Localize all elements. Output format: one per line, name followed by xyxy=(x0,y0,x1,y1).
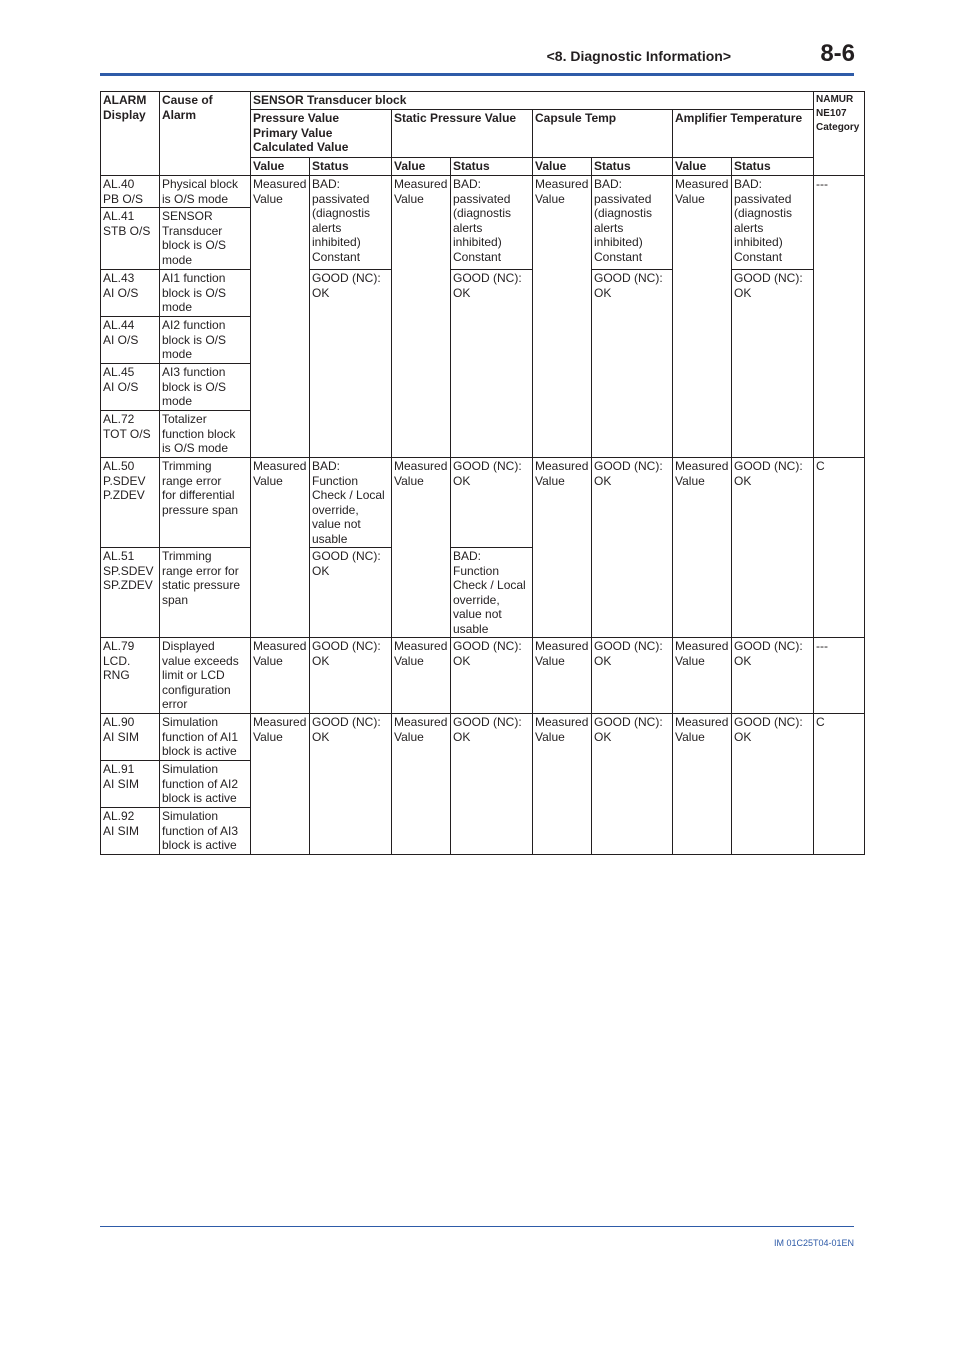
value-header: Value xyxy=(392,158,451,176)
value-cell: Measured Value xyxy=(673,638,732,714)
value-cell: Measured Value xyxy=(251,638,310,714)
group-capsule-temp-header: Capsule Temp xyxy=(533,110,673,158)
alarm-status-table xyxy=(100,91,865,855)
value-header: Value xyxy=(673,158,732,176)
alarm-code-cell: AL.43 AI O/S xyxy=(101,270,160,317)
alarm-code-cell: AL.44 AI O/S xyxy=(101,317,160,364)
status-cell: GOOD (NC): OK xyxy=(310,638,392,714)
namur-category-cell: --- xyxy=(814,176,865,458)
status-cell: GOOD (NC): OK xyxy=(732,638,814,714)
namur-category-header: NAMUR NE107 Category xyxy=(814,92,865,176)
group-amplifier-temp-header: Amplifier Temperature xyxy=(673,110,814,158)
alarm-cause-cell: Trimming range error for differential pressure span xyxy=(160,458,251,548)
alarm-cause-cell: AI1 function block is O/S mode xyxy=(160,270,251,317)
alarm-code-cell: AL.92 AI SIM xyxy=(101,808,160,855)
status-cell: GOOD (NC): OK xyxy=(451,270,533,458)
alarm-code-cell: AL.41 STB O/S xyxy=(101,208,160,270)
status-cell: GOOD (NC): OK xyxy=(451,638,533,714)
status-cell: GOOD (NC): OK xyxy=(592,458,673,638)
section-title: <8. Diagnostic Information> xyxy=(546,48,731,64)
status-cell: GOOD (NC): OK xyxy=(310,714,392,855)
alarm-cause-cell: Displayed value exceeds limit or LCD configuration error xyxy=(160,638,251,714)
status-cell: BAD: Function Check / Local override, value not usable xyxy=(451,548,533,638)
header-rule xyxy=(100,73,854,76)
value-cell: Measured Value xyxy=(251,176,310,458)
namur-category-cell: C xyxy=(814,714,865,855)
page-number: 8-6 xyxy=(820,40,855,67)
status-header: Status xyxy=(592,158,673,176)
status-cell: GOOD (NC): OK xyxy=(310,548,392,638)
status-header: Status xyxy=(451,158,533,176)
value-cell: Measured Value xyxy=(673,458,732,638)
status-cell: BAD: Function Check / Local override, value not usable xyxy=(310,458,392,548)
value-cell: Measured Value xyxy=(673,714,732,855)
group-pressure-value-header: Pressure Value Primary Value Calculated Value xyxy=(251,110,392,158)
alarm-cause-cell: AI2 function block is O/S mode xyxy=(160,317,251,364)
alarm-cause-cell: SENSOR Transducer block is O/S mode xyxy=(160,208,251,270)
status-cell: BAD: passivated (diagnostis alerts inhibited) Constant xyxy=(732,176,814,270)
sensor-transducer-block-header: SENSOR Transducer block xyxy=(251,92,814,110)
value-cell: Measured Value xyxy=(673,176,732,458)
status-cell: GOOD (NC): OK xyxy=(592,714,673,855)
cause-of-alarm-header: Cause of Alarm xyxy=(160,92,251,176)
status-header: Status xyxy=(310,158,392,176)
status-cell: GOOD (NC): OK xyxy=(592,638,673,714)
status-header: Status xyxy=(732,158,814,176)
value-cell: Measured Value xyxy=(533,638,592,714)
group-static-pressure-header: Static Pressure Value xyxy=(392,110,533,158)
alarm-code-cell: AL.50 P.SDEV P.ZDEV xyxy=(101,458,160,548)
alarm-code-cell: AL.45 AI O/S xyxy=(101,364,160,411)
status-cell: BAD: passivated (diagnostis alerts inhibited) Constant xyxy=(592,176,673,270)
document-id: IM 01C25T04-01EN xyxy=(773,1238,854,1248)
alarm-cause-cell: Totalizer function block is O/S mode xyxy=(160,411,251,458)
alarm-cause-cell: Simulation function of AI3 block is active xyxy=(160,808,251,855)
alarm-code-cell: AL.91 AI SIM xyxy=(101,761,160,808)
status-cell: BAD: passivated (diagnostis alerts inhibited) Constant xyxy=(451,176,533,270)
status-cell: GOOD (NC): OK xyxy=(732,270,814,458)
alarm-cause-cell: Simulation function of AI2 block is active xyxy=(160,761,251,808)
alarm-code-cell: AL.51 SP.SDEV SP.ZDEV xyxy=(101,548,160,638)
namur-category-cell: --- xyxy=(814,638,865,714)
value-cell: Measured Value xyxy=(533,176,592,458)
value-cell: Measured Value xyxy=(533,714,592,855)
status-cell: GOOD (NC): OK xyxy=(310,270,392,458)
value-cell: Measured Value xyxy=(392,714,451,855)
alarm-cause-cell: Physical block is O/S mode xyxy=(160,176,251,208)
value-cell: Measured Value xyxy=(392,638,451,714)
alarm-code-cell: AL.79 LCD. RNG xyxy=(101,638,160,714)
status-cell: BAD: passivated (diagnostis alerts inhibited) Constant xyxy=(310,176,392,270)
status-cell: GOOD (NC): OK xyxy=(732,458,814,638)
value-cell: Measured Value xyxy=(533,458,592,638)
value-cell: Measured Value xyxy=(251,458,310,638)
value-header: Value xyxy=(533,158,592,176)
value-cell: Measured Value xyxy=(251,714,310,855)
alarm-cause-cell: Trimming range error for static pressure span xyxy=(160,548,251,638)
status-cell: GOOD (NC): OK xyxy=(732,714,814,855)
alarm-code-cell: AL.72 TOT O/S xyxy=(101,411,160,458)
namur-category-cell: C xyxy=(814,458,865,638)
alarm-cause-cell: Simulation function of AI1 block is active xyxy=(160,714,251,761)
alarm-code-cell: AL.40 PB O/S xyxy=(101,176,160,208)
status-cell: GOOD (NC): OK xyxy=(451,458,533,548)
status-cell: GOOD (NC): OK xyxy=(592,270,673,458)
footer-rule xyxy=(100,1226,854,1227)
alarm-cause-cell: AI3 function block is O/S mode xyxy=(160,364,251,411)
status-cell: GOOD (NC): OK xyxy=(451,714,533,855)
alarm-display-header: ALARM Display xyxy=(101,92,160,176)
value-cell: Measured Value xyxy=(392,458,451,638)
value-header: Value xyxy=(251,158,310,176)
value-cell: Measured Value xyxy=(392,176,451,458)
alarm-code-cell: AL.90 AI SIM xyxy=(101,714,160,761)
